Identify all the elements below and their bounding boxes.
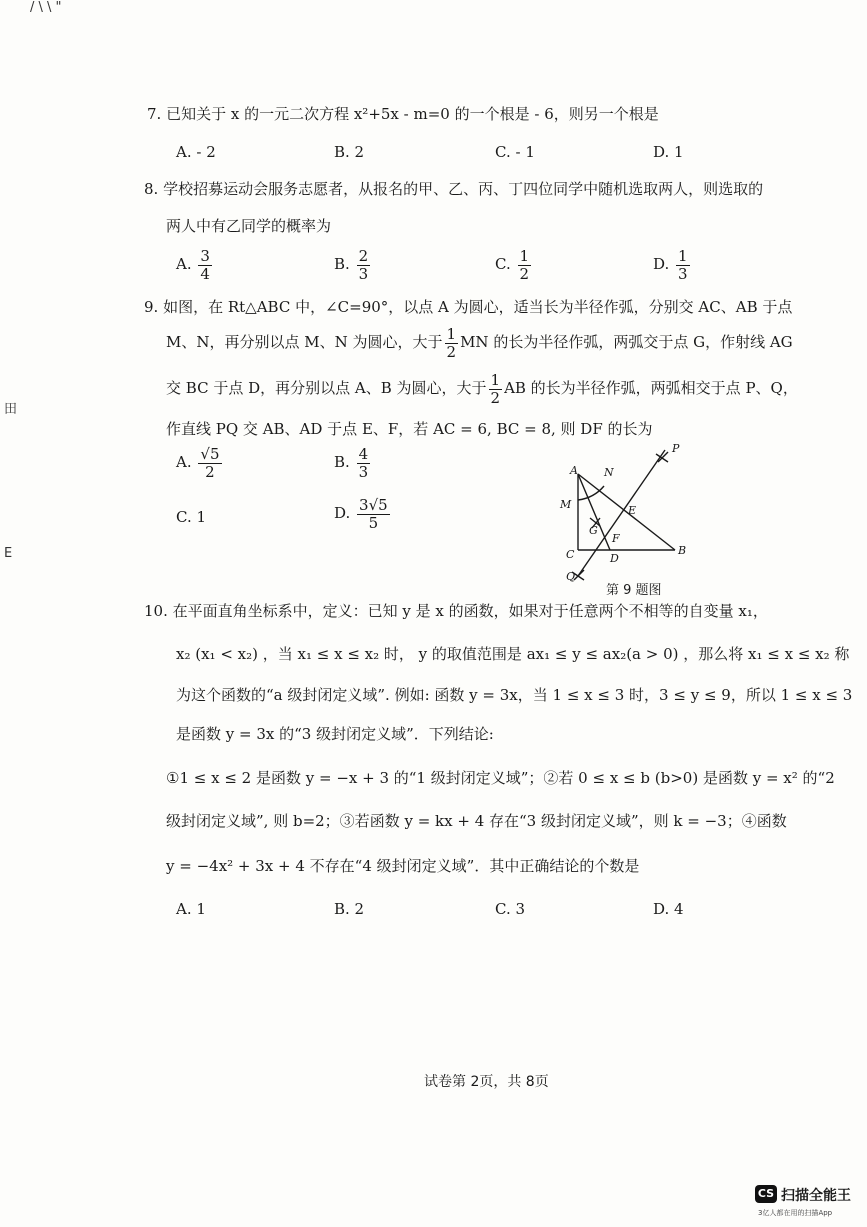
scanner-logo-icon: CS [755,1185,777,1203]
question-10-option-c: C. 3 [495,900,526,918]
line-pq [578,450,665,576]
question-7-option-a: A. - 2 [176,143,216,161]
question-8-option-a: A. $\frac{3}{4}$ [176,247,210,283]
label-f: F [612,532,620,545]
question-7-stem: 7. 已知关于 x 的一元二次方程 x²+5x - m=0 的一个根是 - 6，则另一个根是 [147,105,659,123]
label-q: Q [566,570,576,583]
scan-margin-mark: E [4,546,13,561]
question-8-line-1: 8. 学校招募运动会服务志愿者，从报名的甲、乙、丙、丁四位同学中随机选取两人，则选取的 [144,180,764,198]
question-9-figure [550,438,710,588]
question-9-option-d: D. $\frac{3√5}{5}$ [334,496,388,532]
label-c: C [566,548,575,561]
question-10-line-1: 10. 在平面直角坐标系中，定义：已知 y 是 x 的函数，如果对于任意两个不相等的自变量 x₁， [144,602,768,620]
question-9-option-b: B. $\frac{4}{3}$ [334,445,369,481]
question-9-line-3: 交 BC 于点 D，再分别以点 A、B 为圆心，大于 $\frac{1}{2}$ AB 的长为半径作弧，两弧相交于点 P、Q， [166,371,798,407]
question-10-option-a: A. 1 [176,900,206,918]
question-8-option-c: C. $\frac{1}{2}$ [495,247,530,283]
label-g: G [589,524,598,537]
question-8-line-2: 两人中有乙同学的概率为 [166,217,332,235]
label-a: A [570,464,578,477]
ray-ag [578,474,610,550]
label-n: N [604,466,614,479]
label-b: B [678,544,687,557]
question-9-figure-caption: 第 9 题图 [606,583,662,598]
question-9-option-c: C. 1 [176,508,207,526]
question-9-option-a: A. $\frac{√5}{2}$ [176,445,220,481]
question-9-line-1: 9. 如图，在 Rt△ABC 中，∠C=90°，以点 A 为圆心，适当长为半径作弧，分别交 AC、AB 于点 [144,298,793,316]
question-10-line-5: ①1 ≤ x ≤ 2 是函数 y = −x + 3 的“1 级封闭定义域”；②若 0 ≤ x ≤ b (b>0) 是函数 y = x² 的“2 [166,769,835,787]
question-10-option-b: B. 2 [334,900,365,918]
question-10-line-6: 级封闭定义域”, 则 b=2；③若函数 y = kx + 4 存在“3 级封闭定义域”，则 k = −3；④函数 [166,812,787,830]
scan-margin-mark: / \ \ " [30,0,62,15]
question-10-line-2: x₂ (x₁ < x₂) ，当 x₁ ≤ x ≤ x₂ 时， y 的取值范围是 ax₁ ≤ y ≤ ax₂(a > 0) ，那么将 x₁ ≤ x ≤ x₂ 称 [176,645,850,663]
question-10-line-3: 为这个函数的“a 级封闭定义域”. 例如: 函数 y = 3x，当 1 ≤ x ≤ 3 时，3 ≤ y ≤ 9，所以 1 ≤ x ≤ 3 [176,686,853,704]
segment-ab [578,474,675,550]
question-9-line-4: 作直线 PQ 交 AB、AD 于点 E、F，若 AC = 6, BC = 8, 则 DF 的长为 [166,420,653,438]
label-d: D [610,552,619,565]
page-footer: 试卷第 2页，共 8页 [424,1074,549,1090]
question-8-option-b: B. $\frac{2}{3}$ [334,247,369,283]
label-p: P [672,442,680,455]
scanner-logo-name: 扫描全能王 [781,1188,851,1204]
scan-margin-mark: 田 [4,402,18,417]
label-e: E [628,504,637,517]
arc-mn [578,486,604,500]
question-10-line-7: y = −4x² + 3x + 4 不存在“4 级封闭定义域”．其中正确结论的个数是 [166,857,640,875]
label-m: M [560,498,572,511]
question-10-option-d: D. 4 [653,900,684,918]
question-9-line-2: M、N，再分别以点 M、N 为圆心，大于 $\frac{1}{2}$ MN 的长为半径作弧，两弧交于点 G，作射线 AG [166,325,793,361]
question-10-line-4: 是函数 y = 3x 的“3 级封闭定义域”．下列结论: [176,725,494,743]
question-7-option-b: B. 2 [334,143,365,161]
scanner-logo-tagline: 3亿人都在用的扫描App [758,1209,833,1217]
question-8-option-d: D. $\frac{1}{3}$ [653,247,688,283]
question-7-option-c: C. - 1 [495,143,535,161]
question-7-option-d: D. 1 [653,143,684,161]
